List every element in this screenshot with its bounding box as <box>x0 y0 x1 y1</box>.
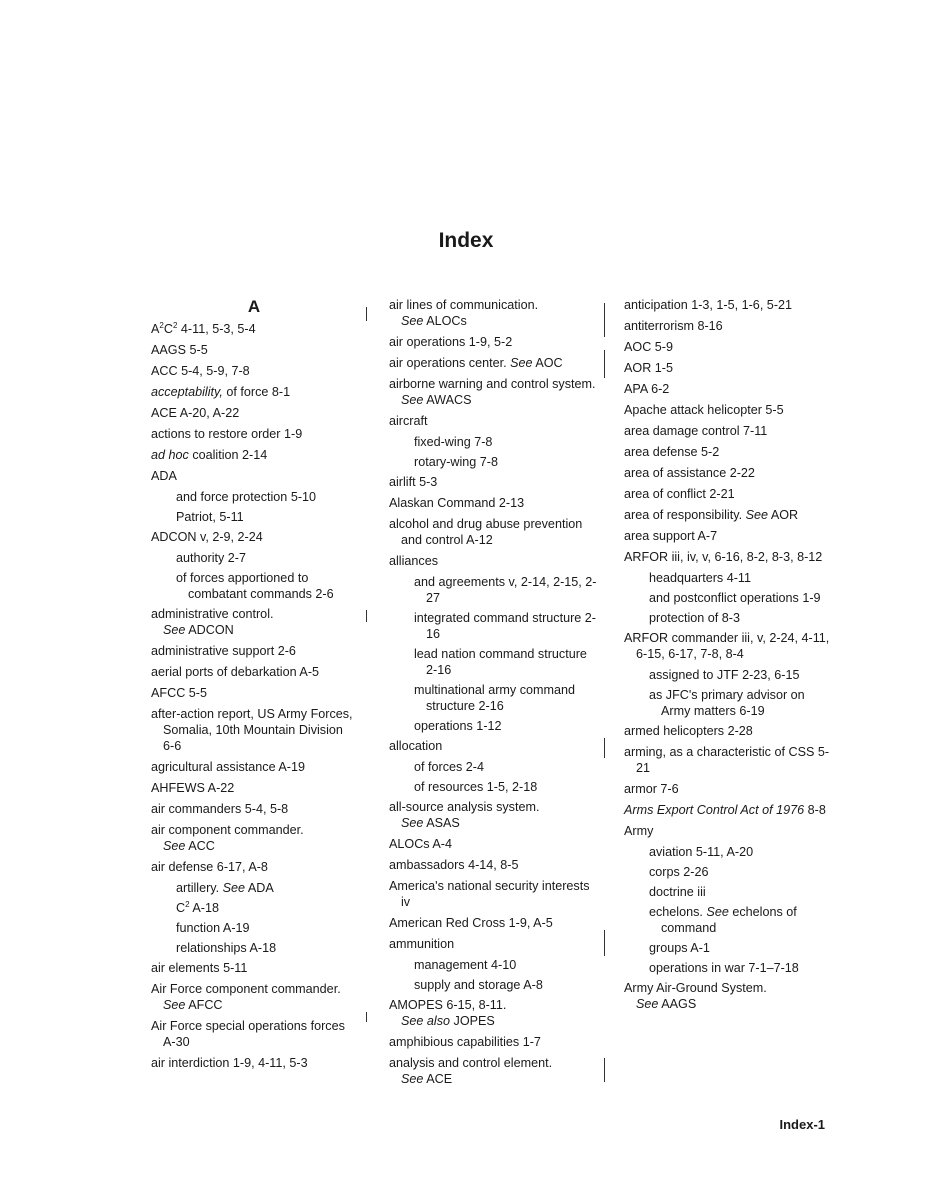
see-reference: See <box>706 905 729 919</box>
index-subentry: of forces 2-4 <box>414 760 484 774</box>
entry-text: analysis and control element. <box>389 1056 553 1070</box>
cross-reference: AOR <box>770 508 799 522</box>
index-entry: APA 6-2 <box>624 382 670 396</box>
see-reference: See <box>163 839 186 853</box>
index-subentry: operations 1-12 <box>414 719 502 733</box>
index-entry: air defense 6-17, A-8 <box>151 860 268 874</box>
index-entry: ARFOR commander iii, v, 2-24, 4-11, 6-15, 6-17, 7-8, 8-4 <box>624 631 830 661</box>
entry-text: Air Force component commander. <box>151 982 341 996</box>
column-divider-right <box>604 303 605 337</box>
see-reference: See <box>163 623 186 637</box>
index-entry <box>389 1055 599 1087</box>
index-entry: anticipation 1-3, 1-5, 1-6, 5-21 <box>624 298 793 312</box>
column-divider-right <box>604 930 605 956</box>
see-reference: See <box>401 393 424 407</box>
cross-reference: ACC <box>188 839 215 853</box>
index-entry <box>389 997 599 1029</box>
index-entry: arming, as a characteristic of CSS 5-21 <box>624 745 830 775</box>
cross-reference: ADA <box>247 881 274 895</box>
index-entry: allocation <box>389 739 443 753</box>
index-subentry: function A-19 <box>176 921 250 935</box>
index-subentry: assigned to JTF 2-23, 6-15 <box>649 668 800 682</box>
page-number: Index-1 <box>779 1117 825 1132</box>
index-subentry: supply and storage A-8 <box>414 978 543 992</box>
index-entry: ARFOR iii, iv, v, 6-16, 8-2, 8-3, 8-12 <box>624 550 823 564</box>
index-subentry: operations in war 7-1–7-18 <box>649 961 799 975</box>
index-column-3 <box>624 297 830 1017</box>
cross-reference: AAGS <box>661 997 697 1011</box>
cross-reference: JOPES <box>453 1014 495 1028</box>
cross-reference: AWACS <box>426 393 472 407</box>
entry-text: Army Air-Ground System. <box>624 981 767 995</box>
see-reference: See <box>745 508 768 522</box>
index-entry: ammunition <box>389 937 455 951</box>
index-entry <box>389 799 599 831</box>
index-entry <box>151 606 357 638</box>
index-subentry: groups A-1 <box>649 941 710 955</box>
index-subentry: of forces apportioned to combatant commands 2-6 <box>176 571 334 601</box>
index-entry: American Red Cross 1-9, A-5 <box>389 916 553 930</box>
index-entry: area support A-7 <box>624 529 718 543</box>
index-entry: administrative support 2-6 <box>151 644 296 658</box>
index-entry: AFCC 5-5 <box>151 686 207 700</box>
index-subentry <box>176 880 357 896</box>
cross-reference: ACE <box>426 1072 453 1086</box>
index-entry: AAGS 5-5 <box>151 343 208 357</box>
index-entry: area damage control 7-11 <box>624 424 768 438</box>
entry-term: ad hoc <box>151 448 189 462</box>
index-subentry: $C^2$ A-18 <box>176 900 219 915</box>
index-entry: ACE A-20, A-22 <box>151 406 240 420</box>
index-entry <box>151 447 357 463</box>
index-subentry: and force protection 5-10 <box>176 490 317 504</box>
index-entry <box>389 297 599 329</box>
cross-reference: ASAS <box>426 816 460 830</box>
index-subentry: of resources 1-5, 2-18 <box>414 780 538 794</box>
superscript: 2 <box>185 900 190 909</box>
index-entry: alliances <box>389 554 439 568</box>
index-entry: Army <box>624 824 654 838</box>
index-subentry: doctrine iii <box>649 885 706 899</box>
entry-text: airborne warning and control system. <box>389 377 596 391</box>
index-entry: area of conflict 2-21 <box>624 487 735 501</box>
index-subentry: integrated command structure 2-16 <box>414 611 596 641</box>
see-reference: See also <box>401 1014 451 1028</box>
index-subentry: and postconflict operations 1-9 <box>649 591 821 605</box>
cross-reference: AOC <box>535 356 563 370</box>
index-entry: armor 7-6 <box>624 782 679 796</box>
index-subentry: fixed-wing 7-8 <box>414 435 493 449</box>
see-reference: See <box>401 816 424 830</box>
superscript: 2 <box>172 321 178 330</box>
index-entry: air interdiction 1-9, 4-11, 5-3 <box>151 1056 308 1070</box>
index-subentry: Patriot, 5-11 <box>176 510 244 524</box>
entry-pages: 4-11, 5-3, 5-4 <box>180 322 256 336</box>
index-entry: air commanders 5-4, 5-8 <box>151 802 289 816</box>
column-divider-left <box>366 1012 367 1022</box>
index-subentry: and agreements v, 2-14, 2-15, 2-27 <box>414 575 597 605</box>
index-entry: ADCON v, 2-9, 2-24 <box>151 530 263 544</box>
index-subentry: authority 2-7 <box>176 551 247 565</box>
index-subentry: management 4-10 <box>414 958 517 972</box>
index-subentry: aviation 5-11, A-20 <box>649 845 754 859</box>
index-entry: Apache attack helicopter 5-5 <box>624 403 784 417</box>
entry-text: artillery. <box>176 881 220 895</box>
index-entry: air operations 1-9, 5-2 <box>389 335 513 349</box>
superscript: 2 <box>159 321 164 330</box>
index-entry: ADA <box>151 469 177 483</box>
see-reference: See <box>401 1072 424 1086</box>
index-entry: AHFEWS A-22 <box>151 781 235 795</box>
index-subentry: as JFC's primary advisor on Army matters 6-19 <box>649 688 805 718</box>
index-entry: after-action report, US Army Forces, Somalia, 10th Mountain Division 6-6 <box>151 707 353 753</box>
index-entry <box>151 822 357 854</box>
index-entry: amphibious capabilities 1-7 <box>389 1035 541 1049</box>
index-entry <box>151 981 357 1013</box>
index-subentry: corps 2-26 <box>649 865 709 879</box>
entry-term: Arms Export Control Act of 1976 <box>624 803 805 817</box>
index-entry: aircraft <box>389 414 428 428</box>
index-column-1 <box>151 297 357 1076</box>
entry-term: acceptability, <box>151 385 223 399</box>
index-entry <box>151 384 357 400</box>
index-entry: Alaskan Command 2-13 <box>389 496 525 510</box>
index-entry: area of assistance 2-22 <box>624 466 755 480</box>
index-subentry <box>649 904 830 936</box>
index-entry <box>624 507 830 523</box>
index-subentry: lead nation command structure 2-16 <box>414 647 587 677</box>
index-entry: ACC 5-4, 5-9, 7-8 <box>151 364 250 378</box>
index-subentry: relationships A-18 <box>176 941 277 955</box>
index-entry <box>624 980 830 1012</box>
index-entry: agricultural assistance A-19 <box>151 760 306 774</box>
index-entry: America's national security interests iv <box>389 879 590 909</box>
index-entry <box>624 802 830 818</box>
index-entry: antiterrorism 8-16 <box>624 319 723 333</box>
entry-text: echelons. <box>649 905 703 919</box>
column-divider-right <box>604 738 605 758</box>
index-entry: aerial ports of debarkation A-5 <box>151 665 320 679</box>
entry-text: air component commander. <box>151 823 304 837</box>
entry-text: coalition 2-14 <box>192 448 268 462</box>
entry-text: administrative control. <box>151 607 274 621</box>
entry-pages: 8-8 <box>807 803 826 817</box>
index-subentry: rotary-wing 7-8 <box>414 455 498 469</box>
index-entry: air elements 5-11 <box>151 961 248 975</box>
entry-text: air lines of communication. <box>389 298 539 312</box>
entry-text: AMOPES 6-15, 8-11. <box>389 998 507 1012</box>
index-entry: ALOCs A-4 <box>389 837 452 851</box>
index-entry: armed helicopters 2-28 <box>624 724 753 738</box>
index-entry: ambassadors 4-14, 8-5 <box>389 858 519 872</box>
index-entry: actions to restore order 1-9 <box>151 427 303 441</box>
index-column-2 <box>389 297 599 1092</box>
index-entry: AOR 1-5 <box>624 361 673 375</box>
index-entry <box>389 355 599 371</box>
index-entry: airlift 5-3 <box>389 475 438 489</box>
index-entry: alcohol and drug abuse prevention and control A-12 <box>389 517 583 547</box>
see-reference: See <box>636 997 659 1011</box>
entry-pages: A-18 <box>192 901 219 915</box>
index-subentry: protection of 8-3 <box>649 611 741 625</box>
column-divider-right <box>604 350 605 378</box>
column-divider-left <box>366 610 367 622</box>
see-reference: See <box>510 356 533 370</box>
entry-text: all-source analysis system. <box>389 800 540 814</box>
see-reference: See <box>222 881 246 895</box>
page-title: Index <box>438 229 494 252</box>
index-subentry: multinational army command structure 2-16 <box>414 683 575 713</box>
column-divider-left <box>366 307 367 321</box>
entry-text: air operations center. <box>389 356 507 370</box>
cross-reference: echelons of command <box>661 905 797 935</box>
column-divider-right <box>604 1058 605 1082</box>
cross-reference: AFCC <box>188 998 223 1012</box>
index-entry: Air Force special operations forces A-30 <box>151 1019 345 1049</box>
index-entry <box>389 376 599 408</box>
entry-text: area of responsibility. <box>624 508 743 522</box>
section-letter: A <box>247 297 261 316</box>
see-reference: See <box>401 314 424 328</box>
index-subentry: headquarters 4-11 <box>649 571 751 585</box>
see-reference: See <box>163 998 186 1012</box>
index-entry: AOC 5-9 <box>624 340 673 354</box>
entry-text: of force 8-1 <box>226 385 291 399</box>
cross-reference: ALOCs <box>426 314 467 328</box>
index-entry: $A^2C^2$ 4-11, 5-3, 5-4 <box>151 321 256 336</box>
cross-reference: ADCON <box>188 623 234 637</box>
index-entry: area defense 5-2 <box>624 445 720 459</box>
